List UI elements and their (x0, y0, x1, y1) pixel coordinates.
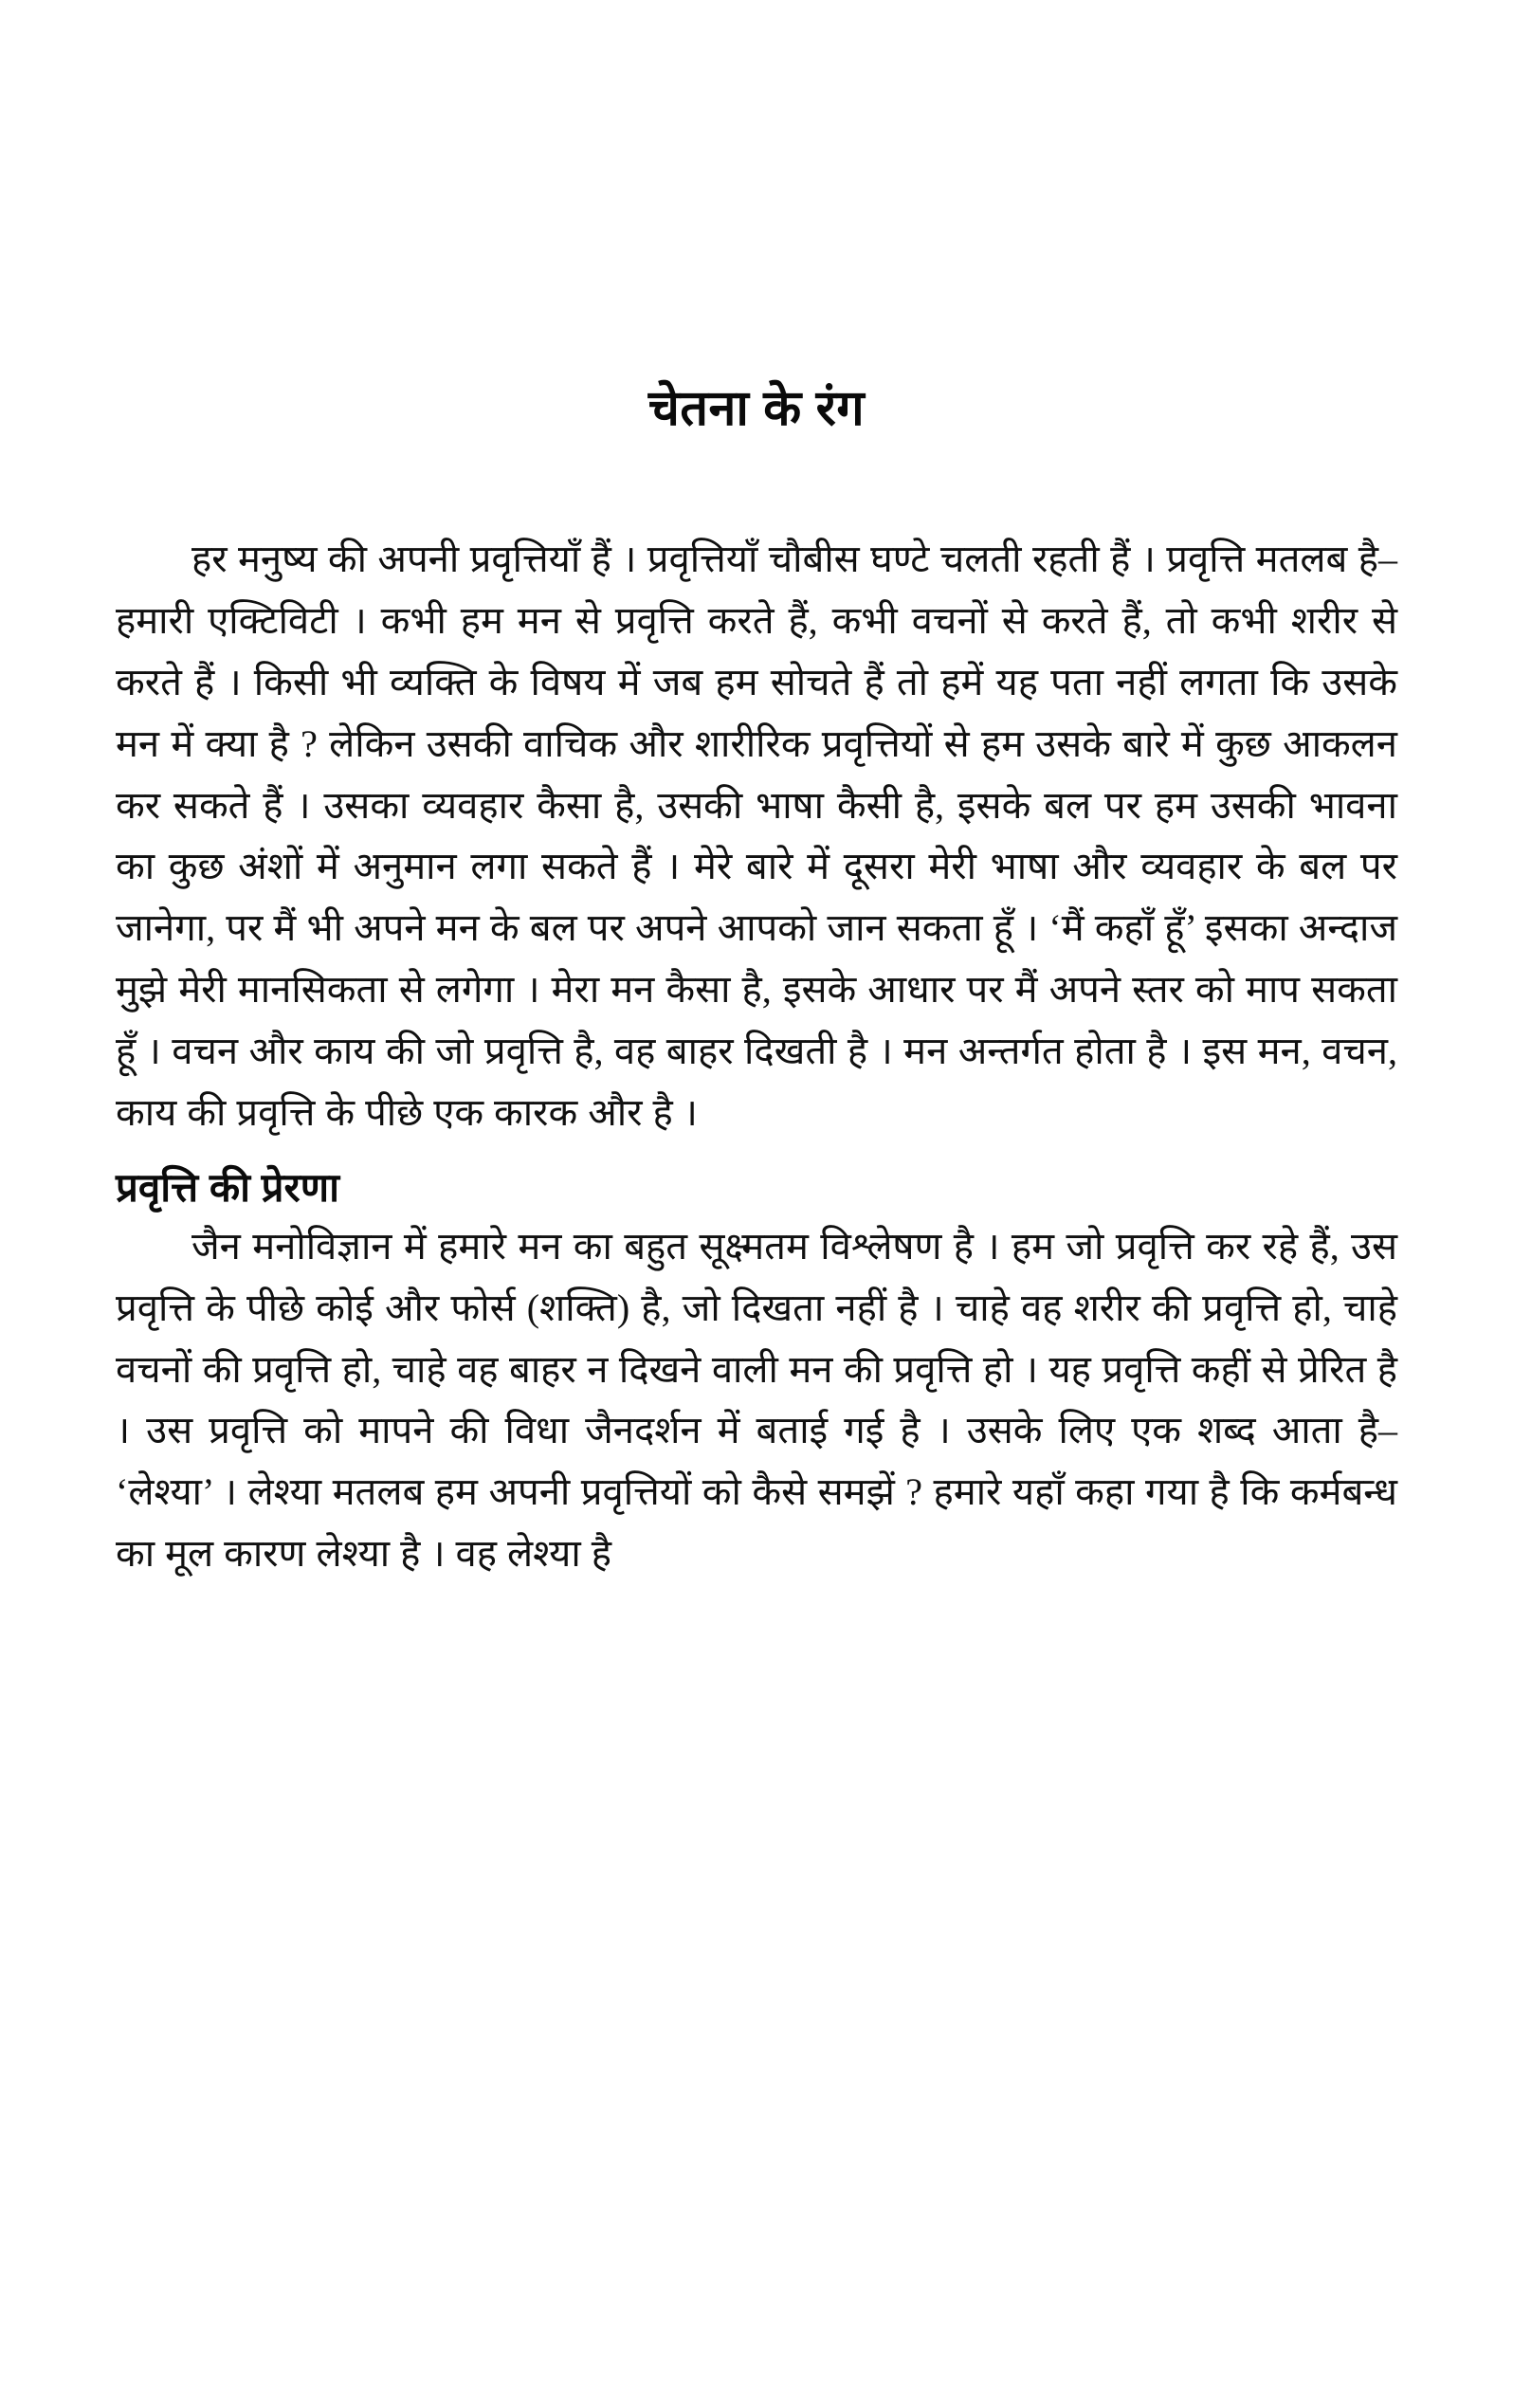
section-heading-pravritti-ki-prerna: प्रवृत्ति की प्रेरणा (116, 1165, 339, 1211)
page-title: चेतना के रंग (647, 381, 866, 436)
body-paragraph-1: हर मनुष्य की अपनी प्रवृत्तियाँ हैं । प्रवृत्तियाँ चौबीस घण्टे चलती रहती हैं । प्रवृत्ति मतलब है– हमारी एक्टिविटी । कभी हम मन से प्रवृत्ति करते हैं, कभी वचनों से करते हैं, तो कभी शरीर से करते हैं । किसी भी व्यक्ति के विषय में जब हम सोचते हैं तो हमें यह पता नहीं लगता कि उसके मन में क्या है ? लेकिन उसकी वाचिक और शारीरिक प्रवृत्तियों से हम उसके बारे में कुछ आकलन कर सकते हैं । उसका व्यवहार कैसा है, उसकी भाषा कैसी है, इसके बल पर हम उसकी भावना का कुछ अंशों में अनुमान लगा सकते हैं । मेरे बारे में दूसरा मेरी भाषा और व्यवहार के बल पर जानेगा, पर मैं भी अपने मन के बल पर अपने आपको जान सकता हूँ । ‘मैं कहाँ हूँ’ इसका अन्दाज मुझे मेरी मानसिकता से लगेगा । मेरा मन कैसा है, इसके आधार पर मैं अपने स्तर को माप सकता हूँ । वचन और काय की जो प्रवृत्ति है, वह बाहर दिखती है । मन अन्तर्गत होता है । इस मन, वचन, काय की प्रवृत्ति के पीछे एक कारक और है । (116, 538, 1397, 1134)
paragraph-spacer (116, 1143, 1397, 1149)
page-content (116, 379, 1397, 1585)
body-paragraph-2: जैन मनोविज्ञान में हमारे मन का बहुत सूक्ष्मतम विश्लेषण है । हम जो प्रवृत्ति कर रहे हैं, उस प्रवृत्ति के पीछे कोई और फोर्स (शक्ति) है, जो दिखता नहीं है । चाहे वह शरीर की प्रवृत्ति हो, चाहे वचनों की प्रवृत्ति हो, चाहे वह बाहर न दिखने वाली मन की प्रवृत्ति हो । यह प्रवृत्ति कहीं से प्रेरित है । उस प्रवृत्ति को मापने की विधा जैनदर्शन में बताई गई है । उसके लिए एक शब्द आता है– ‘लेश्या’ । लेश्या मतलब हम अपनी प्रवृत्तियों को कैसे समझें ? हमारे यहाँ कहा गया है कि कर्मबन्ध का मूल कारण लेश्या है । वह लेश्या है (116, 1224, 1397, 1575)
